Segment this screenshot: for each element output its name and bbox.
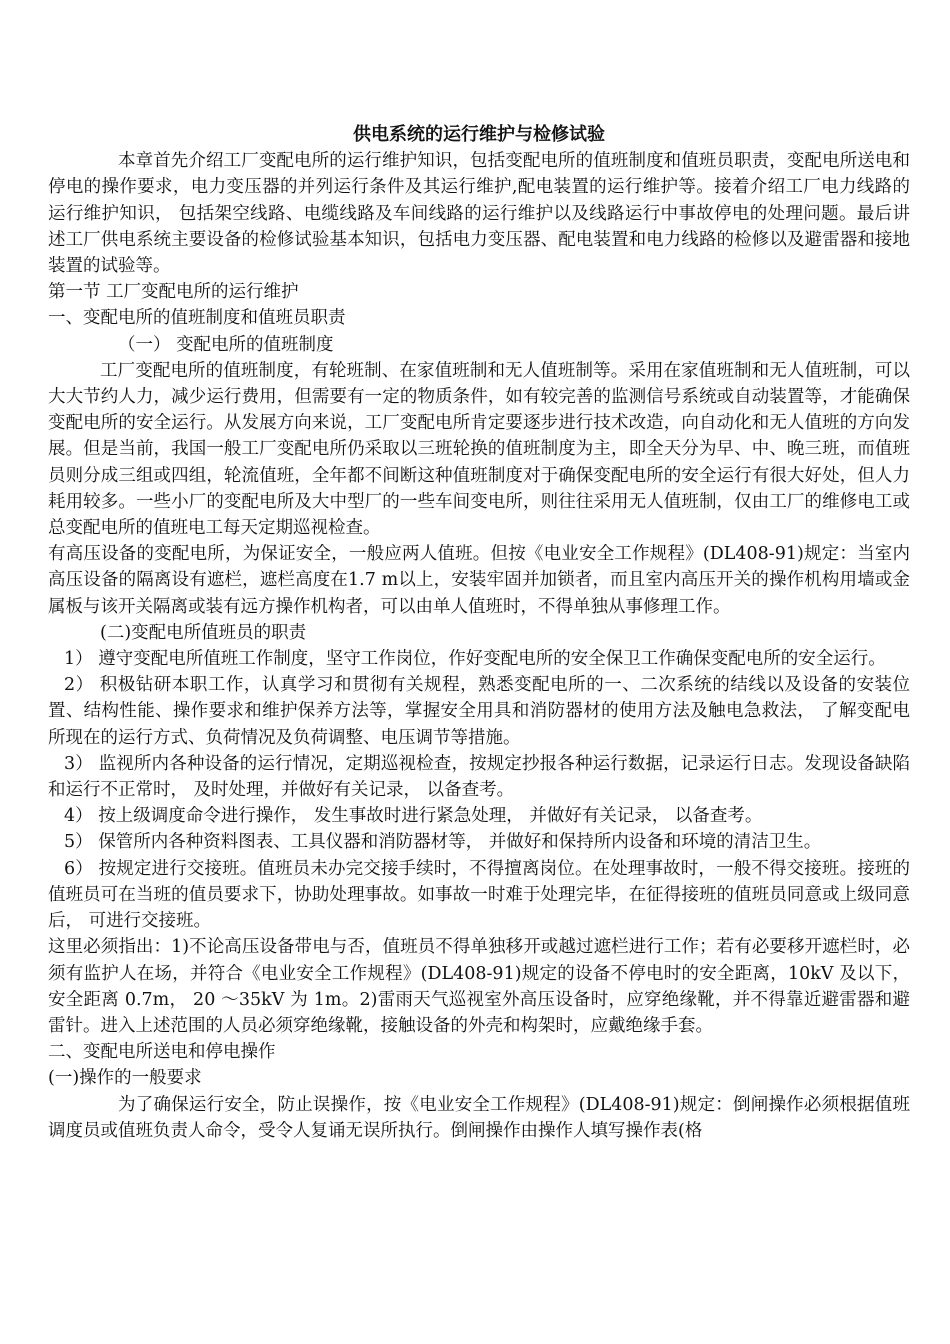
subheading-duties: (二)变配电所值班员的职责 xyxy=(100,622,307,643)
duty-item-5: 5） 保管所内各种资料图表、工具仪器和消防器材等， 并做好和保持所内设备和环境的清洁卫生。 xyxy=(64,832,822,853)
duty-item-1: 1） 遵守变配电所值班工作制度，坚守工作岗位，作好变配电所的安全保卫工作确保变配电所的安全运行。 xyxy=(64,649,886,670)
intro-paragraph: 本章首先介绍工厂变配电所的运行维护知识，包括变配电所的值班制度和值班员职责，变配电所送电和停电的操作要求，电力变压器的并列运行条件及其运行维护,配电装置的运行维护等。接着介绍工厂电力线路的运行维护知识， 包括架空线路、电缆线路及车间线路的运行维护以及线路运行中事故停电的处理问题。最后讲述工厂供电系统主要设备的检修试验基本知识，包括电力变压器、配电装置和电力线路的检修以及避雷器和接地装置的试验等。 xyxy=(48,151,910,277)
duty-item-2: 2） 积极钻研本职工作，认真学习和贯彻有关规程，熟悉变配电所的一、二次系统的结线以及设备的安装位置、结构性能、操作要求和维护保养方法等，掌握安全用具和消防器材的使用方法及触电急救法， 了解变配电所现在的运行方式、负荷情况及负荷调整、电压调节等措施。 xyxy=(48,675,910,748)
subheading-duty-system: （一） 变配电所的值班制度 xyxy=(118,334,334,355)
paragraph-duty-system: 工厂变配电所的值班制度，有轮班制、在家值班制和无人值班制等。采用在家值班制和无人值班制，可以大大节约人力，减少运行费用，但需要有一定的物质条件，如有较完善的监测信号系统或自动装置等，才能确保变配电所的安全运行。从发展方向来说，工厂变配电所肯定要逐步进行技术改造，向自动化和无人值班的方向发展。但是当前，我国一般工厂变配电所仍采取以三班轮换的值班制度为主，即全天分为早、中、晚三班，而值班员则分成三组或四组，轮流值班，全年都不间断这种值班制度对于确保变配电所的安全运行有很大好处，但人力耗用较多。一些小厂的变配电所及大中型厂的一些车间变电所，则往往采用无人值班制，仅由工厂的维修电工或总变配电所的值班电工每天定期巡视检查。 xyxy=(48,360,910,539)
duty-item-3: 3） 监视所内各种设备的运行情况，定期巡视检查，按规定抄报各种运行数据，记录运行日志。发现设备缺陷和运行不正常时， 及时处理，并做好有关记录， 以备查考。 xyxy=(48,753,910,801)
duty-item-4: 4） 按上级调度命令进行操作， 发生事故时进行紧急处理， 并做好有关记录， 以备查考。 xyxy=(64,806,763,827)
paragraph-high-voltage: 有高压设备的变配电所，为保证安全，一般应两人值班。但按《电业安全工作规程》(DL408-91)规定：当室内高压设备的隔离设有遮栏，遮栏高度在1.7 m以上，安装牢固并加锁者，而且室内高压开关的操作机构用墙或金属板与该开关隔离或装有远方操作机构者，可以由单人值班时，不得单独从事修理工作。 xyxy=(48,544,910,617)
paragraph-notes: 这里必须指出：1)不论高压设备带电与否，值班员不得单独移开或越过遮栏进行工作；若有必要移开遮栏时，必须有监护人在场，并符合《电业安全工作规程》(DL408-91)规定的设备不停电时的安全距离，10kV 及以下，安全距离 0.7m， 20 ～35kV 为 1m。2)雷雨天气巡视室外高压设备时，应穿绝缘靴，并不得靠近避雷器和避雷针。进入上述范围的人员必须穿绝缘靴，接触设备的外壳和构架时，应戴绝缘手套。 xyxy=(48,937,910,1036)
subheading-general-requirements: (一)操作的一般要求 xyxy=(48,1068,202,1089)
paragraph-operation: 为了确保运行安全，防止误操作，按《电业安全工作规程》(DL408-91)规定：倒闸操作必须根据值班调度员或值班负责人命令，受令人复诵无误所执行。倒闸操作由操作人填写操作表(格 xyxy=(48,1094,910,1141)
doc-title: 供电系统的运行维护与检修试验 xyxy=(353,124,605,145)
document-page xyxy=(48,122,910,1144)
duty-item-6: 6） 按规定进行交接班。值班员未办完交接手续时，不得擅离岗位。在处理事故时，一般不得交接班。接班的值班员可在当班的值员要求下，协助处理事故。如事故一时难于处理完毕，在征得接班的值班员同意或上级同意后， 可进行交接班。 xyxy=(48,858,910,932)
section-heading: 第一节 工厂变配电所的运行维护 xyxy=(48,282,299,303)
heading-one: 一、变配电所的值班制度和值班员职责 xyxy=(48,308,346,329)
heading-two: 二、变配电所送电和停电操作 xyxy=(48,1042,276,1063)
